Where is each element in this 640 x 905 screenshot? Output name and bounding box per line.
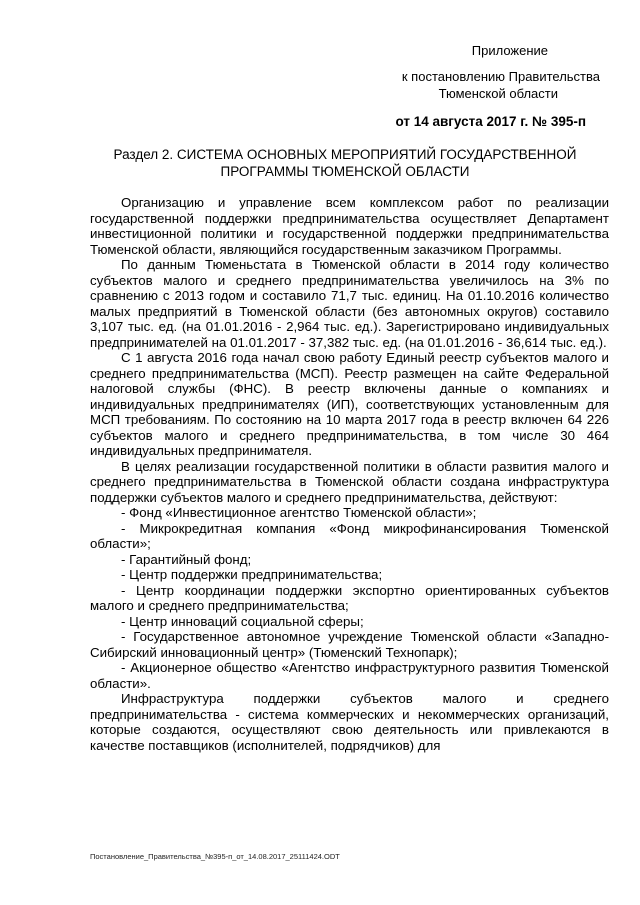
- list-item: - Центр инноваций социальной сферы;: [121, 613, 364, 629]
- list-item: - Акционерное общество «Агентство инфраструктурного развития Тюменской области».: [90, 660, 609, 691]
- paragraph: Организацию и управление всем комплексом работ по реализации государственной поддержки предпринимательства осуществляет Департамент инвестиционной политики и государственной поддержки предпринимательства Тюменской области, являющийся государственным заказчиком Программы.: [90, 195, 609, 257]
- section-title: [95, 146, 595, 180]
- list-item: - Микрокредитная компания «Фонд микрофинансирования Тюменской области»;: [90, 520, 609, 551]
- paragraph: В целях реализации государственной политики в области развития малого и среднего предпринимательства в Тюменской области создана инфраструктура поддержки субъектов малого и среднего предпринимательства, действуют:: [90, 458, 609, 505]
- list-item: - Фонд «Инвестиционное агентство Тюменской области»;: [121, 505, 477, 520]
- resolution-line2: Тюменской области: [438, 86, 558, 101]
- paragraph: С 1 августа 2016 года начал свою работу Единый реестр субъектов малого и среднего предпринимательства (МСП). Реестр размещен на сайте Федеральной налоговой службы (ФНС). В реестр включены данные о компаниях и индивидуальных предпринимателях (ИП), соответствующих установленным для МСП требованиям. По состоянию на 10 марта 2017 года в реестр включен 64 226 субъектов малого и среднего предпринимательства, в том числе 30 464 индивидуальных предпринимателя.: [90, 350, 609, 458]
- footer-filename: Постановление_Правительства_№395-п_от_14.08.2017_25111424.ODT: [90, 852, 340, 861]
- resolution-line1: к постановлению Правительства: [401, 69, 600, 84]
- list-item: - Центр координации поддержки экспортно ориентированных субъектов малого и среднего предпринимательства;: [90, 582, 609, 613]
- section-title-line1: Раздел 2. СИСТЕМА ОСНОВНЫХ МЕРОПРИЯТИЙ ГОСУДАРСТВЕННОЙ: [113, 147, 577, 162]
- section-title-line2: ПРОГРАММЫ ТЮМЕНСКОЙ ОБЛАСТИ: [220, 164, 470, 179]
- list-item: - Гарантийный фонд;: [121, 551, 252, 567]
- paragraph: По данным Тюменьстата в Тюменской области в 2014 году количество субъектов малого и среднего предпринимательства увеличилось на 3% по сравнению с 2013 годом и составило 71,7 тыс. единиц. На 01.10.2016 количество малых предприятий в Тюменской области (без автономных округов) составило 3,107 тыс. ед. (на 01.01.2016 - 2,964 тыс. ед.). Зарегистрировано индивидуальных предпринимателей на 01.01.2017 - 37,382 тыс. ед. (на 01.01.2016 - 36,614 тыс. ед.).: [90, 257, 609, 350]
- paragraph: Инфраструктура поддержки субъектов малого и среднего предпринимательства - система коммерческих и некоммерческих организаций, которые создаются, осуществляют свою деятельность или привлекаются в качестве поставщиков (исполнителей, подрядчиков) для: [90, 691, 609, 753]
- resolution-date-number: от 14 августа 2017 г. № 395-п: [395, 114, 586, 129]
- list-item: - Государственное автономное учреждение Тюменской области «Западно-Сибирский инновационный центр» (Тюменский Технопарк);: [90, 629, 609, 660]
- list-item: - Центр поддержки предпринимательства;: [121, 567, 383, 582]
- document-body: [90, 195, 609, 753]
- appendix-label: Приложение: [471, 43, 548, 58]
- appendix-header: [300, 42, 600, 130]
